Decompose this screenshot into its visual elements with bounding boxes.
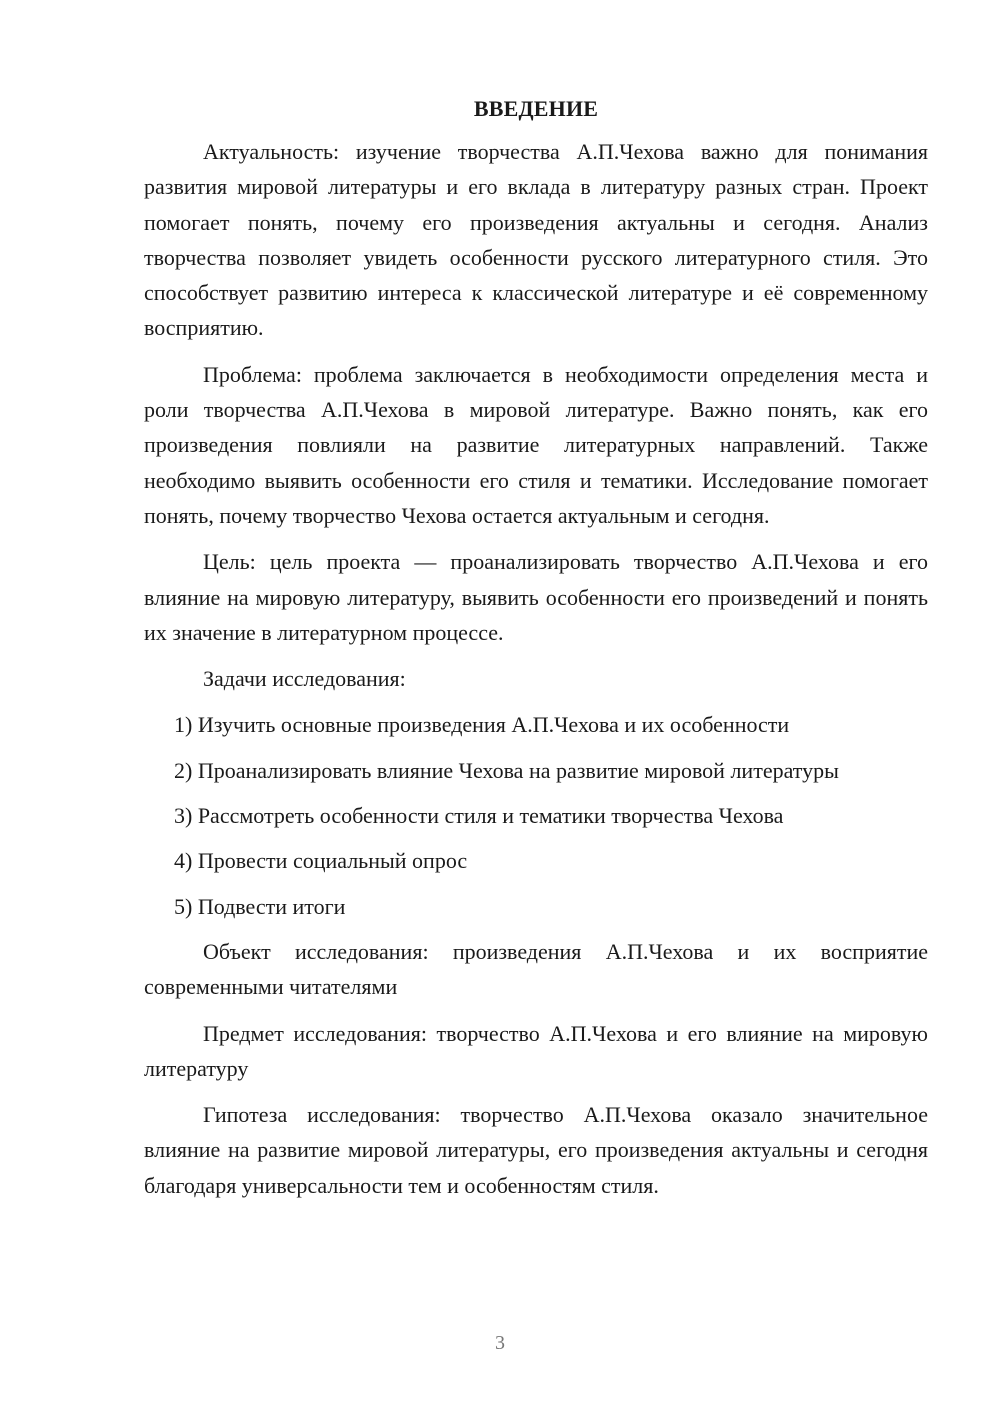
page-number: 3 (495, 1332, 505, 1354)
task-item-3: 3) Рассмотреть особенности стиля и тематики творчества Чехова (174, 803, 784, 829)
subject-paragraph: Предмет исследования: творчество А.П.Чехова и его влияние на мировую литературу (144, 1020, 928, 1081)
problem-paragraph: Проблема: проблема заключается в необходимости определения места и роли творчества А.П.Чехова в мировой литературе. Важно понять, как его произведения повлияли на развитие литературных направлений. Также необходимо выявить особенности его стиля и тематики. Исследование помогает понять, почему творчество Чехова остается актуальным и сегодня. (144, 361, 928, 528)
object-paragraph: Объект исследования: произведения А.П.Чехова и их восприятие современными читателями (144, 938, 928, 1000)
document-page (144, 92, 928, 1214)
task-item-4: 4) Провести социальный опрос (174, 848, 468, 874)
section-title: ВВЕДЕНИЕ (473, 96, 599, 121)
task-item-2: 2) Проанализировать влияние Чехова на развитие мировой литературы (174, 757, 839, 783)
relevance-paragraph: Актуальность: изучение творчества А.П.Чехова важно для понимания развития мировой литературы и его вклада в литературу разных стран. Проект помогает понять, почему его произведения актуальны и сегодня. Анализ творчества позволяет увидеть особенности русского литературного стиля. Это способствует развитию интереса к классической литературе и её современному восприятию. (144, 139, 928, 341)
goal-paragraph: Цель: цель проекта — проанализировать творчество А.П.Чехова и его влияние на мировую литературу, выявить особенности его произведений и понять их значение в литературном процессе. (144, 549, 928, 645)
task-item-1: 1) Изучить основные произведения А.П.Чехова и их особенности (174, 712, 790, 738)
hypothesis-paragraph: Гипотеза исследования: творчество А.П.Чехова оказало значительное влияние на развитие мировой литературы, его произведения актуальны и сегодня благодаря универсальности тем и особенностям стиля. (144, 1102, 928, 1198)
tasks-heading: Задачи исследования: (203, 666, 406, 692)
task-item-5: 5) Подвести итоги (174, 893, 346, 919)
